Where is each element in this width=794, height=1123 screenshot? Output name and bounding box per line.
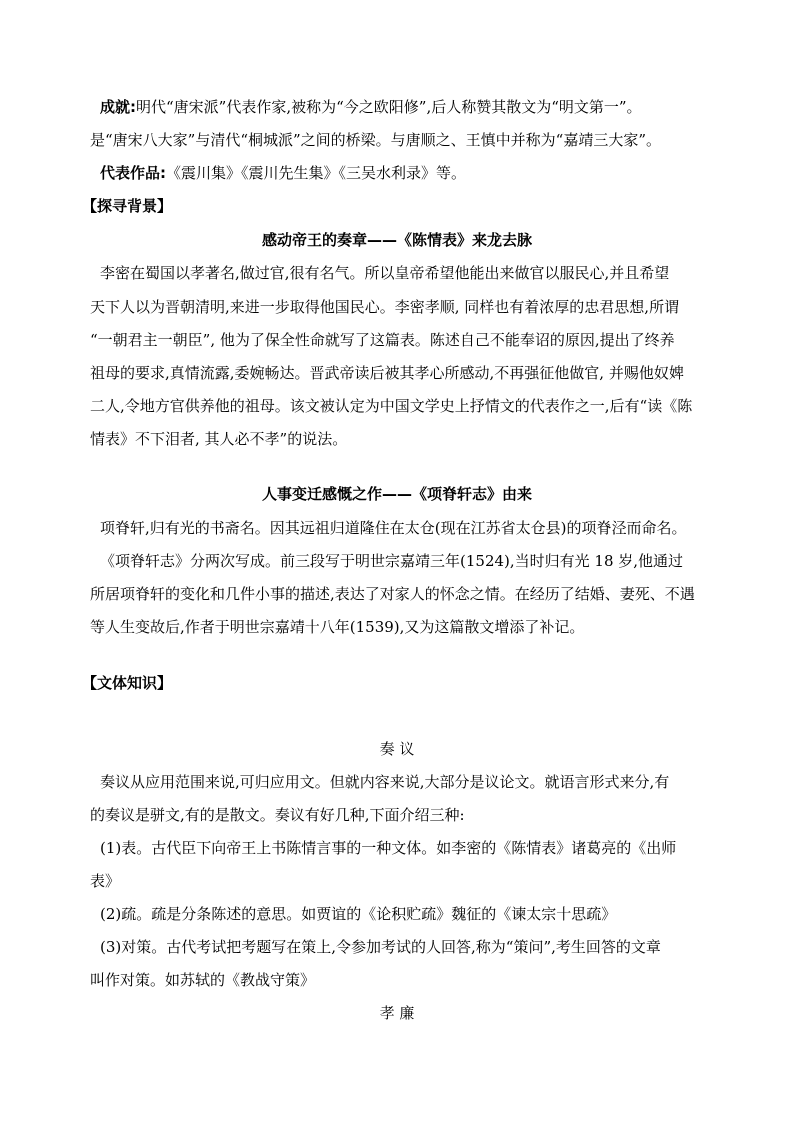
genre-line-7: 叫作对策。如苏轼的《教战守策》 <box>90 971 316 989</box>
genre-line-2: 的奏议是骈文,有的是散文。奏议有好几种,下面介绍三种: <box>90 806 465 824</box>
section1-line-5: 二人,令地方官供养他的祖母。该文被认定为中国文学史上抒情文的代表作之一,后有“读《陈 <box>90 397 693 415</box>
works-line <box>100 163 466 183</box>
works-text: 《震川集》《震川先生集》《三吴水利录》等。 <box>166 164 467 182</box>
achievement-line-1 <box>100 97 642 117</box>
section1-title: 感动帝王的奏章——《陈情表》来龙去脉 <box>261 231 532 249</box>
section1-line-4: 祖母的要求,真情流露,委婉畅达。晋武帝读后被其孝心所感动,不再强征他做官, 并赐他奴婢 <box>90 364 684 382</box>
genre-header: 【文体知识】 <box>82 674 173 692</box>
section2-line-1: 项脊轩,归有光的书斋名。因其远祖归道隆住在太仓(现在江苏省太仓县)的项脊泾而命名。 <box>100 519 687 537</box>
section1-line-3: “一朝君主一朝臣”, 他为了保全性命就写了这篇表。陈述自己不能奉诏的原因,提出了终养 <box>90 331 675 349</box>
section2-line-3: 所居项脊轩的变化和几件小事的描述,表达了对家人的怀念之情。在经历了结婚、妻死、不遇 <box>90 585 695 603</box>
section1-line-2: 天下人以为晋朝清明,来进一步取得他国民心。李密孝顺, 同样也有着浓厚的忠君思想,所谓 <box>90 298 680 316</box>
genre-line-1: 奏议从应用范围来说,可归应用文。但就内容来说,大部分是议论文。就语言形式来分,有 <box>100 773 670 791</box>
background-header: 【探寻背景】 <box>82 197 173 215</box>
next-section-title: 孝 廉 <box>379 1004 415 1022</box>
genre-title: 奏 议 <box>379 740 415 758</box>
genre-line-6: (3)对策。古代考试把考题写在策上,令参加考试的人回答,称为“策问”,考生回答的文章 <box>100 938 661 956</box>
achievement-line-2: 是“唐宋八大家”与清代“桐城派”之间的桥梁。与唐顺之、王慎中并称为“嘉靖三大家”。 <box>90 131 662 149</box>
genre-line-5: (2)疏。疏是分条陈述的意思。如贾谊的《论积贮疏》魏征的《谏太宗十思疏》 <box>100 905 617 923</box>
section2-line-4: 等人生变故后,作者于明世宗嘉靖十八年(1539),又为这篇散文增添了补记。 <box>90 618 585 636</box>
achievement-label: 成就: <box>100 98 136 116</box>
works-label: 代表作品: <box>100 164 166 182</box>
genre-line-4: 表》 <box>90 872 121 890</box>
section1-line-1: 李密在蜀国以孝著名,做过官,很有名气。所以皇帝希望他能出来做官以服民心,并且希望 <box>100 264 670 282</box>
section2-title: 人事变迁感慨之作——《项脊轩志》由来 <box>261 485 532 503</box>
section2-line-2: 《项脊轩志》分两次写成。前三段写于明世宗嘉靖三年(1524),当时归有光 18 岁,他通过 <box>100 552 684 570</box>
genre-line-3: (1)表。古代臣下向帝王上书陈情言事的一种文体。如李密的《陈情表》诸葛亮的《出师 <box>100 839 677 857</box>
section1-line-6: 情表》不下泪者, 其人必不孝”的说法。 <box>90 430 348 448</box>
achievement-text-1: 明代“唐宋派”代表作家,被称为“今之欧阳修”,后人称赞其散文为“明文第一”。 <box>136 98 642 116</box>
